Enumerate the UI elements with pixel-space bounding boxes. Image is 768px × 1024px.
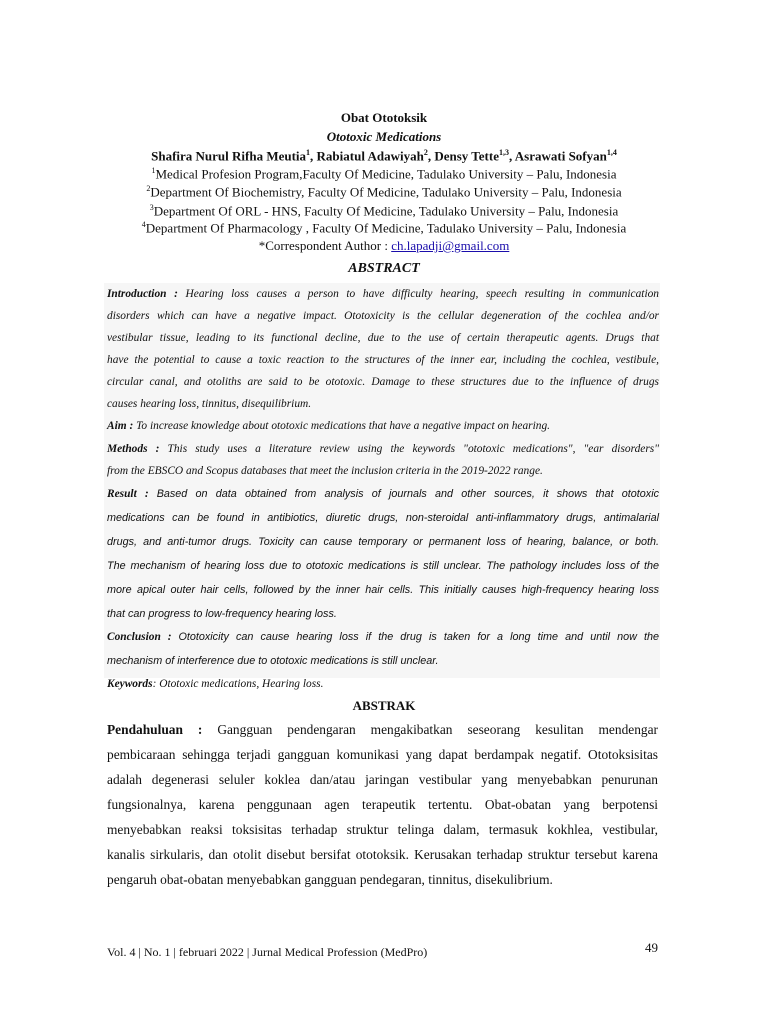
abstrak-text: pembicaraan sehingga terjadi gangguan komunikasi yang dapat berdampak negatif. Ototoksisitas: [107, 747, 658, 762]
abstract-text: To increase knowledge about ototoxic medications that have a negative impact on hearing.: [136, 420, 551, 432]
author-affiliation-mark: 1,3: [498, 148, 509, 157]
keywords-text: : Ototoxic medications, Hearing loss.: [152, 678, 324, 690]
abstract-section-label: Introduction :: [107, 288, 186, 300]
abstract-section-label: Conclusion :: [107, 631, 179, 643]
abstrak-heading: ABSTRAK: [352, 698, 416, 713]
abstrak-text: kanalis sirkularis, dan otolit disebut bersifat ototoksik. Kerusakan terhadap struktur tersebut karena: [107, 847, 658, 862]
affiliation-text: Department Of Biochemistry, Faculty Of Medicine, Tadulako University – Palu, Indonesia: [150, 184, 622, 200]
abstract-text: that can progress to low-frequency hearing loss.: [107, 608, 337, 620]
abstract-line: [107, 287, 659, 301]
footer-citation: Vol. 4 | No. 1 | februari 2022 | Jurnal Medical Profession (MedPro): [107, 945, 428, 959]
abstract-text: Based on data obtained from analysis of journals and other sources, it shows that ototoxic: [156, 488, 659, 500]
affiliation-mark: 1: [151, 166, 156, 175]
affiliation-text: Department Of Pharmacology , Faculty Of Medicine, Tadulako University – Palu, Indonesia: [145, 220, 627, 236]
affiliation-mark: 4: [141, 220, 146, 229]
abstract-line: [107, 559, 659, 573]
paper-title: Obat Ototoksik: [340, 110, 428, 125]
abstrak-line: [107, 722, 658, 738]
abstract-text: circular canal, and otoliths are said to be ototoxic. Damage to these structures due to the influence of drugs: [107, 376, 659, 388]
abstract-line: [107, 607, 659, 621]
abstract-section-label: Result :: [107, 488, 157, 500]
author-name: Densy Tette: [434, 148, 499, 164]
author-name: Shafira Nurul Rifha Meutia: [151, 148, 307, 164]
abstrak-text: adalah degenerasi seluler koklea dan/atau jaringan vestibular yang menyebabkan penurunan: [107, 772, 658, 787]
abstract-line: [107, 535, 659, 549]
abstract-line: [107, 331, 659, 345]
abstract-text: disorders which can have a negative impact. Ototoxicity is the cellular degeneration of the cochlea and/or: [107, 310, 659, 322]
abstract-line: [107, 309, 659, 323]
abstract-line: [107, 442, 659, 456]
abstract-text: Ototoxicity can cause hearing loss if the drug is taken for a long time and until now the: [178, 631, 659, 643]
abstrak-section-label: Pendahuluan :: [107, 722, 218, 737]
abstract-text: causes hearing loss, tinnitus, disequilibrium.: [107, 398, 312, 410]
abstract-heading: ABSTRACT: [348, 261, 420, 276]
author-separator: ,: [310, 148, 317, 164]
paper-subtitle: Ototoxic Medications: [326, 129, 442, 144]
abstract-section-label: Methods :: [107, 443, 168, 455]
abstract-line: [107, 487, 659, 501]
abstrak-line: [107, 847, 658, 863]
affiliation-line: [0, 220, 768, 236]
abstrak-line: [107, 772, 658, 788]
abstract-line: [107, 397, 659, 411]
affiliation-line: [0, 203, 768, 219]
keywords-line: [107, 677, 659, 691]
keywords-label: Keywords: [107, 678, 153, 690]
affiliation-text: Medical Profesion Program,Faculty Of Medicine, Tadulako University – Palu, Indonesia: [155, 166, 617, 182]
abstract-text: have the potential to cause a toxic reaction to the structures of the inner ear, including the cochlea, vestibule,: [107, 354, 659, 366]
correspondent-email-link[interactable]: ch.lapadji@gmail.com: [391, 238, 510, 253]
abstrak-line: [107, 872, 658, 888]
affiliation-mark: 3: [149, 203, 154, 212]
correspondent-label: *Correspondent Author :: [258, 238, 392, 253]
author-separator: ,: [508, 148, 515, 164]
abstract-text: from the EBSCO and Scopus databases that meet the inclusion criteria in the 2019-2022 range.: [107, 465, 543, 477]
abstract-text: more apical outer hair cells, followed by the inner hair cells. This initially causes high-frequency hearing loss: [107, 584, 659, 596]
abstract-line: [107, 419, 659, 433]
author-affiliation-mark: 1,4: [606, 148, 617, 157]
author-list: [0, 148, 768, 164]
abstract-line: [107, 583, 659, 597]
abstract-section-label: Aim :: [107, 420, 137, 432]
abstrak-text: pengaruh obat-obatan menyebabkan gangguan pendegaran, tinnitus, disekulibrium.: [107, 872, 553, 887]
affiliation-mark: 2: [146, 184, 151, 193]
affiliation-line: [0, 166, 768, 182]
abstract-line: [107, 375, 659, 389]
abstrak-line: [107, 747, 658, 763]
abstract-line: [107, 464, 659, 478]
affiliation-text: Department Of ORL - HNS, Faculty Of Medicine, Tadulako University – Palu, Indonesia: [153, 203, 619, 219]
abstract-text: This study uses a literature review using the keywords "ototoxic medications", "ear disorders": [167, 443, 659, 455]
abstract-text: medications can be found in antibiotics, diuretic drugs, non-steroidal anti-inflammatory drugs, antimalarial: [107, 512, 659, 524]
affiliation-line: [0, 184, 768, 200]
author-name: Asrawati Sofyan: [514, 148, 607, 164]
abstrak-line: [107, 822, 658, 838]
page-number: 49: [645, 940, 658, 955]
abstract-text: vestibular tissue, leading to its functional decline, due to the use of certain therapeutic agents. Drugs that: [107, 332, 659, 344]
abstrak-line: [107, 797, 658, 813]
author-separator: ,: [427, 148, 435, 164]
abstract-text: The mechanism of hearing loss due to ototoxic medications is still unclear. The pathology includes loss of the: [107, 560, 659, 572]
correspondent-author: [0, 238, 768, 254]
author-affiliation-mark: 1: [306, 148, 311, 157]
author-affiliation-mark: 2: [423, 148, 428, 157]
abstract-line: [107, 511, 659, 525]
abstract-line: [107, 353, 659, 367]
author-name: Rabiatul Adawiyah: [316, 148, 424, 164]
abstrak-text: fungsionalnya, karena penggunaan agen terapeutik tertentu. Obat-obatan yang berpotensi: [107, 797, 658, 812]
abstrak-text: Gangguan pendengaran mengakibatkan seseorang kesulitan mendengar: [217, 722, 659, 737]
abstract-text: Hearing loss causes a person to have difficulty hearing, speech resulting in communication: [185, 288, 659, 300]
abstrak-text: menyebabkan reaksi toksisitas terhadap struktur telinga dalam, termasuk kokhlea, vestibular,: [107, 822, 658, 837]
abstract-line: [107, 654, 659, 668]
abstract-text: mechanism of interference due to ototoxic medications is still unclear.: [107, 655, 439, 667]
abstract-line: [107, 630, 659, 644]
abstract-text: drugs, and anti-tumor drugs. Toxicity can cause temporary or permanent loss of hearing, balance, or both.: [107, 536, 659, 548]
